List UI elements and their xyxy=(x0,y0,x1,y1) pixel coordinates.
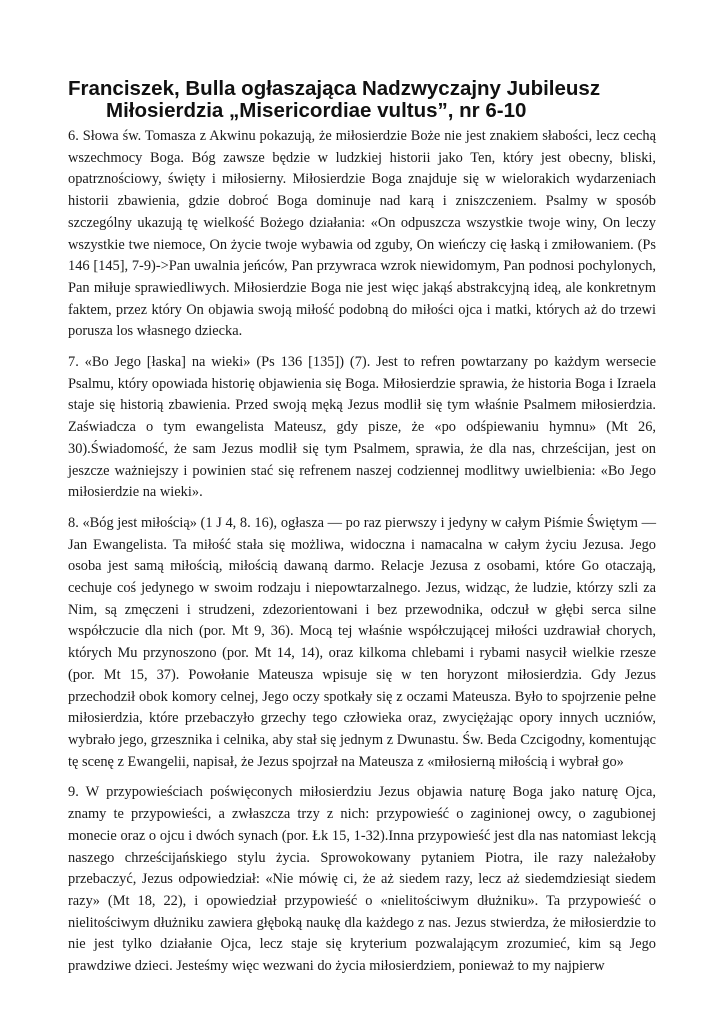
title-line-1: Franciszek, Bulla ogłaszająca Nadzwyczajny Jubileusz xyxy=(68,77,601,100)
document-page xyxy=(68,78,656,987)
paragraph-8: 8. «Bóg jest miłością» (1 J 4, 8. 16), ogłasza — po raz pierwszy i jedyny w całym Piśmie Świętym — Jan Ewangelista. Ta miłość stała się możliwa, widoczna i namacalna w całym życiu Jezusa. Jego osoba jest samą miłością, miłością dawaną darmo. Relacje Jezusa z osobami, które Go otaczają, cechuje coś jedynego w swoim rodzaju i niepowtarzalnego. Jezus, widząc, że ludzie, którzy szli za Nim, są zmęczeni i strudzeni, zdezorientowani i bez przewodnika, odczuł w głębi serca silne współczucie dla nich (por. Mt 9, 36). Mocą tej właśnie współczującej miłości uzdrawiał chorych, których Mu przynoszono (por. Mt 14, 14), oraz kilkoma chlebami i rybami nasycił wielkie rzesze (por. Mt 15, 37). Powołanie Mateusza wpisuje się w ten horyzont miłosierdzia. Gdy Jezus przechodził obok komory celnej, Jego oczy spotkały się z oczami Mateusza. Było to spojrzenie pełne miłosierdzia, które przebaczyło grzechy tego człowieka oraz, zwyciężając opory innych uczniów, wybrało jego, grzesznika i celnika, aby stał się jednym z Dwunastu. Św. Beda Czcigodny, komentując tę scenę z Ewangelii, napisał, że Jezus spojrzał na Mateusza z «miłosierną miłością i wybrał go» xyxy=(68,514,656,770)
document-title xyxy=(68,78,656,122)
title-line-2: Miłosierdzia „Misericordiae vultus”, nr 6-10 xyxy=(106,99,527,122)
paragraph-9: 9. W przypowieściach poświęconych miłosierdziu Jezus objawia naturę Boga jako naturę Ojca, znamy te przypowieści, a zwłaszcza trzy z nich: przypowieść o zaginionej owcy, o zagubionej monecie oraz o ojcu i dwóch synach (por. Łk 15, 1-32).Inna przypowieść jest dla nas natomiast lekcją naszego chrześcijańskiego stylu życia. Sprowokowany pytaniem Piotra, ile razy należałoby przebaczyć, Jezus odpowiedział: «Nie mówię ci, że aż siedem razy, lecz aż siedemdziesiąt siedem razy» (Mt 18, 22), i opowiedział przypowieść o «nielitościwym dłużniku». Ta przypowieść o nielitościwym dłużniku zawiera głęboką naukę dla każdego z nas. Jezus stwierdza, że miłosierdzie to nie jest tylko działanie Ojca, lecz staje się kryterium pozwalającym zrozumieć, kim są Jego prawdziwe dzieci. Jesteśmy więc wezwani do życia miłosierdziem, ponieważ to my najpierw xyxy=(68,784,656,975)
paragraph-6: 6. Słowa św. Tomasza z Akwinu pokazują, że miłosierdzie Boże nie jest znakiem słabości, lecz cechą wszechmocy Boga. Bóg zawsze będzie w ludzkiej historii jako Ten, który jest obecny, bliski, opatrznościowy, święty i miłosierny. Miłosierdzie Boga znajduje się w wielorakich wydarzeniach historii zbawienia, gdzie dobroć Boga dominuje nad karą i zniszczeniem. Psalmy w sposób szczególny ukazują tę wielkość Bożego działania: «On odpuszcza wszystkie twoje winy, On leczy wszystkie twe niemoce, On życie twoje wybawia od zguby, On wieńczy cię łaską i zmiłowaniem. (Ps 146 [145], 7-9)->Pan uwalnia jeńców, Pan przywraca wzrok niewidomym, Pan podnosi pochylonych, Pan miłuje sprawiedliwych. Miłosierdzie Boga nie jest więc jakąś abstrakcyjną ideą, ale konkretnym faktem, przez który On objawia swoją miłość podobną do miłości ojca i matki, których aż do trzewi porusza los własnego dziecka. xyxy=(68,128,656,340)
paragraph-7: 7. «Bo Jego [łaska] na wieki» (Ps 136 [135]) (7). Jest to refren powtarzany po każdym wersecie Psalmu, który opowiada historię objawienia się Boga. Miłosierdzie sprawia, że historia Boga i Izraela staje się historią zbawienia. Przed swoją męką Jezus modlił się tym właśnie Psalmem miłosierdzia. Zaświadcza o tym ewangelista Mateusz, gdy pisze, że «po odśpiewaniu hymnu» (Mt 26, 30).Świadomość, że sam Jezus modlił się tym Psalmem, sprawia, że dla nas, chrześcijan, jest on jeszcze ważniejszy i powinien stać się refrenem naszej codziennej modlitwy uwielbienia: «Bo Jego miłosierdzie na wieki». xyxy=(68,354,656,501)
